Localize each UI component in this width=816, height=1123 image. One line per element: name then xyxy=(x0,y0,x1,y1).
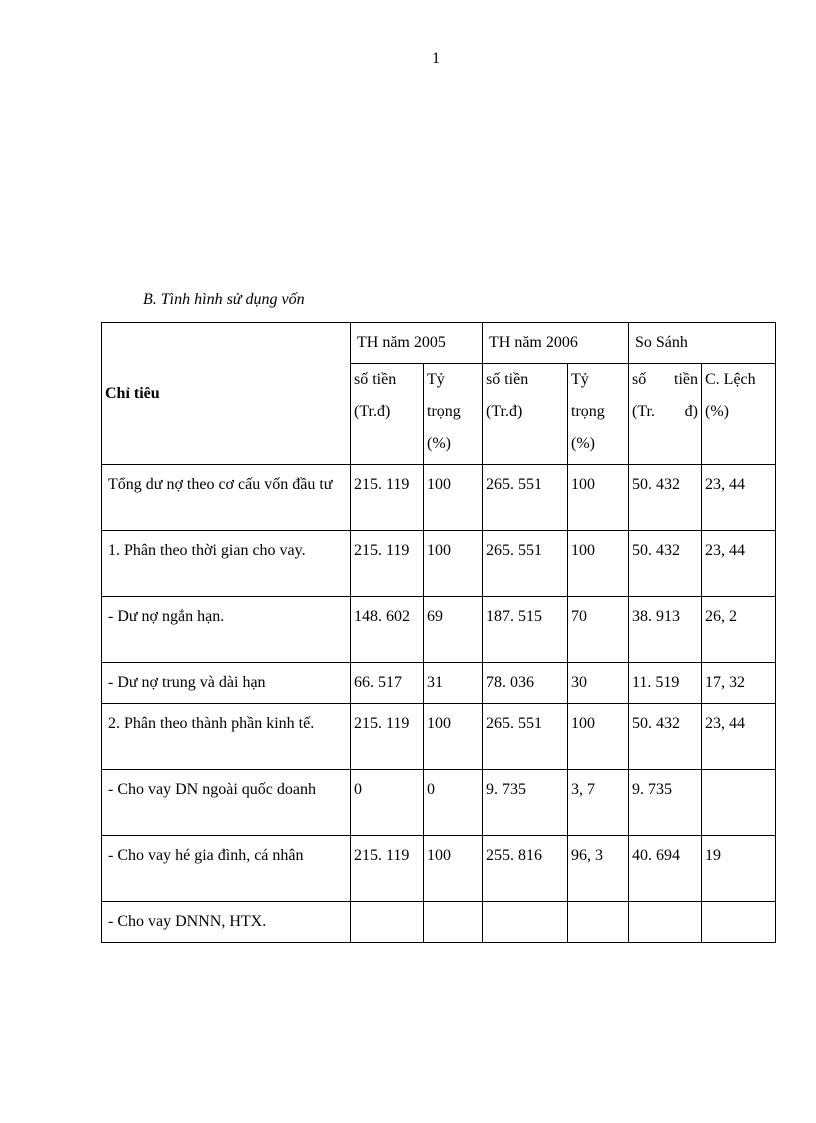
table-row xyxy=(102,704,776,770)
row-label-cell: Tổng dư nợ theo cơ cấu vốn đầu tư xyxy=(102,465,351,531)
row-value-cell: 50. 432 xyxy=(629,704,702,770)
row-value-cell: 19 xyxy=(702,836,776,902)
row-value-cell: 23, 44 xyxy=(702,704,776,770)
row-value-cell: 0 xyxy=(351,770,424,836)
row-value-cell: 31 xyxy=(424,663,483,704)
row-value-cell: 11. 519 xyxy=(629,663,702,704)
row-label-cell: - Cho vay DN ngoài quốc doanh xyxy=(102,770,351,836)
row-value-cell: 100 xyxy=(568,531,629,597)
header-group-2006: TH năm 2006 xyxy=(483,323,629,364)
row-value-cell xyxy=(351,902,424,943)
header-group-compare: So Sánh xyxy=(629,323,776,364)
row-value-cell: 100 xyxy=(424,465,483,531)
capital-usage-table xyxy=(101,322,776,943)
row-value-cell xyxy=(702,902,776,943)
row-value-cell xyxy=(629,902,702,943)
table-row xyxy=(102,597,776,663)
header-2005-share: Tỷ trọng (%) xyxy=(424,364,483,465)
row-value-cell: 100 xyxy=(424,704,483,770)
header-row-groups xyxy=(102,323,776,364)
row-label-cell: - Cho vay hé gia đình, cá nhân xyxy=(102,836,351,902)
table-row xyxy=(102,465,776,531)
table-row xyxy=(102,902,776,943)
header-2006-amount: số tiền (Tr.đ) xyxy=(483,364,568,465)
row-value-cell xyxy=(568,902,629,943)
header-indicator: Chỉ tiêu xyxy=(102,323,351,465)
section-heading: B. Tình hình sử dụng vốn xyxy=(143,291,305,308)
row-value-cell: 0 xyxy=(424,770,483,836)
row-value-cell: 96, 3 xyxy=(568,836,629,902)
row-value-cell: 9. 735 xyxy=(629,770,702,836)
row-value-cell: 215. 119 xyxy=(351,465,424,531)
row-value-cell: 70 xyxy=(568,597,629,663)
row-value-cell: 9. 735 xyxy=(483,770,568,836)
header-compare-amount: số tiền (Tr. đ) xyxy=(629,364,702,465)
row-value-cell: 66. 517 xyxy=(351,663,424,704)
table-body xyxy=(102,465,776,943)
row-value-cell: 38. 913 xyxy=(629,597,702,663)
row-value-cell xyxy=(702,770,776,836)
row-value-cell: 215. 119 xyxy=(351,704,424,770)
row-label-cell: - Cho vay DNNN, HTX. xyxy=(102,902,351,943)
table-row xyxy=(102,770,776,836)
row-value-cell: 69 xyxy=(424,597,483,663)
row-label-cell: - Dư nợ trung và dài hạn xyxy=(102,663,351,704)
row-label-cell: 1. Phân theo thời gian cho vay. xyxy=(102,531,351,597)
row-label-cell: 2. Phân theo thành phần kinh tế. xyxy=(102,704,351,770)
row-value-cell: 255. 816 xyxy=(483,836,568,902)
header-compare-diff: C. Lệch (%) xyxy=(702,364,776,465)
row-value-cell: 30 xyxy=(568,663,629,704)
table-row xyxy=(102,663,776,704)
row-value-cell: 100 xyxy=(568,704,629,770)
row-value-cell: 78. 036 xyxy=(483,663,568,704)
row-value-cell: 265. 551 xyxy=(483,704,568,770)
table-row xyxy=(102,531,776,597)
row-value-cell: 23, 44 xyxy=(702,531,776,597)
row-value-cell: 265. 551 xyxy=(483,531,568,597)
row-value-cell: 40. 694 xyxy=(629,836,702,902)
row-value-cell: 100 xyxy=(424,531,483,597)
header-group-2005: TH năm 2005 xyxy=(351,323,483,364)
header-2005-amount: số tiền (Tr.đ) xyxy=(351,364,424,465)
row-value-cell xyxy=(424,902,483,943)
row-label-cell: - Dư nợ ngắn hạn. xyxy=(102,597,351,663)
row-value-cell: 215. 119 xyxy=(351,531,424,597)
row-value-cell: 3, 7 xyxy=(568,770,629,836)
row-value-cell xyxy=(483,902,568,943)
row-value-cell: 26, 2 xyxy=(702,597,776,663)
row-value-cell: 148. 602 xyxy=(351,597,424,663)
row-value-cell: 100 xyxy=(424,836,483,902)
row-value-cell: 50. 432 xyxy=(629,465,702,531)
table-row xyxy=(102,836,776,902)
row-value-cell: 187. 515 xyxy=(483,597,568,663)
page-number: 1 xyxy=(432,50,440,67)
row-value-cell: 50. 432 xyxy=(629,531,702,597)
row-value-cell: 265. 551 xyxy=(483,465,568,531)
row-value-cell: 23, 44 xyxy=(702,465,776,531)
row-value-cell: 17, 32 xyxy=(702,663,776,704)
header-2006-share: Tỷ trọng (%) xyxy=(568,364,629,465)
row-value-cell: 215. 119 xyxy=(351,836,424,902)
row-value-cell: 100 xyxy=(568,465,629,531)
